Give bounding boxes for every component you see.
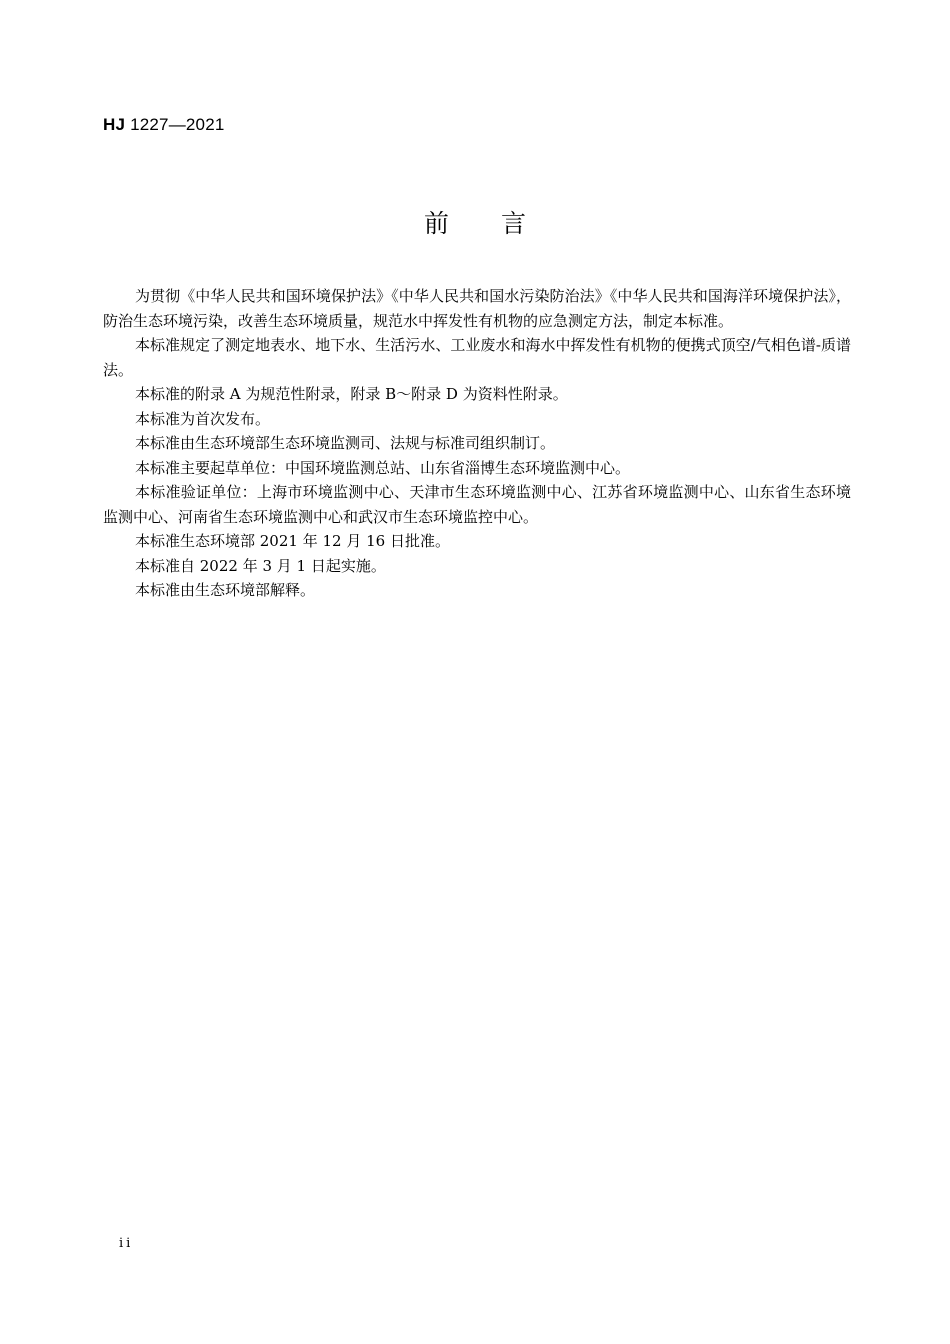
paragraph-effective-date: 本标准自 2022 年 3 月 1 日起实施。: [135, 556, 386, 575]
paragraph-purpose: 为贯彻《中华人民共和国环境保护法》《中华人民共和国水污染防治法》《中华人民共和国海洋环境保护法》，防治生态环境污染，改善生态环境质量，规范水中挥发性有机物的应急测定方法，制定本标准。: [103, 287, 851, 330]
paragraph-drafting-units: 本标准主要起草单位：中国环境监测总站、山东省淄博生态环境监测中心。: [135, 458, 631, 477]
paragraph-scope: 本标准规定了测定地表水、地下水、生活污水、工业废水和海水中挥发性有机物的便携式顶空/气相色谱-质谱法。: [103, 336, 851, 379]
standard-header: [103, 115, 225, 135]
paragraph-verification-units: 本标准验证单位：上海市环境监测中心、天津市生态环境监测中心、江苏省环境监测中心、山东省生态环境监测中心、河南省生态环境监测中心和武汉市生态环境监控中心。: [103, 483, 851, 526]
foreword-body: [103, 284, 851, 603]
paragraph-first-release: 本标准为首次发布。: [135, 409, 271, 428]
paragraph-approval-date: 本标准生态环境部 2021 年 12 月 16 日批准。: [135, 532, 450, 550]
paragraph-interpretation: 本标准由生态环境部解释。: [135, 581, 316, 599]
page-title: 前言: [423, 209, 578, 238]
paragraph-appendix: 本标准的附录 A 为规范性附录，附录 B～附录 D 为资料性附录。: [135, 385, 568, 403]
standard-code: HJ: [103, 115, 126, 134]
page-number: ii: [119, 1236, 134, 1251]
standard-number: 1227—2021: [130, 115, 225, 134]
paragraph-organizer: 本标准由生态环境部生态环境监测司、法规与标准司组织制订。: [135, 434, 556, 452]
